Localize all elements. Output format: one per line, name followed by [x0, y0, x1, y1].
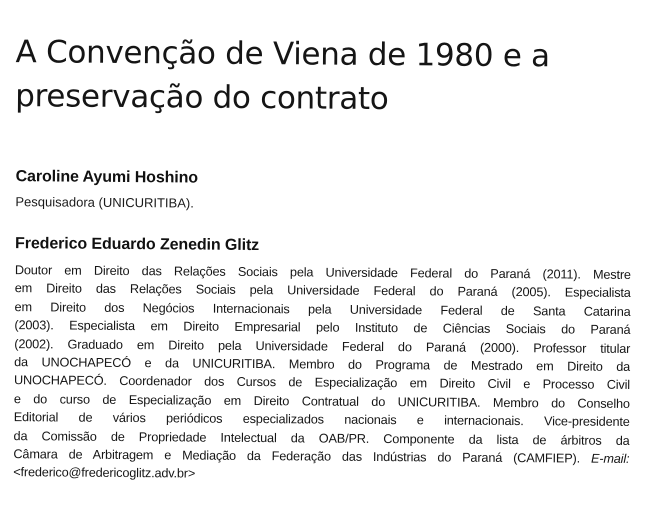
bio-line: Editorial de vários periódicos especializados nacionais e internacionais. Vice-presidente: [13, 410, 630, 430]
bio-line: Doutor em Direito das Relações Sociais pela Universidade Federal do Paraná (2011). Mestre: [14, 263, 631, 282]
bio-line: (2002). Graduado em Direito pela Universidade Federal do Paraná (2000). Professor titular: [14, 336, 631, 356]
bio-line: em Direito das Relações Sociais pela Universidade Federal do Paraná (2005). Especialista: [14, 281, 631, 301]
article-title-line: A Convenção de Viena de 1980 e a: [15, 34, 550, 75]
article-title-line: preservação do contrato: [15, 78, 389, 118]
bio-line: da Comissão de Propriedade Intelectual da OAB/PR. Componente da lista de árbitros da: [13, 428, 630, 448]
bio-line: (2003). Especialista em Direito Empresarial pelo Instituto de Ciências Sociais do Paraná: [14, 318, 631, 338]
author-bio: [13, 261, 631, 487]
author-name: Caroline Ayumi Hoshino: [15, 168, 199, 187]
bio-line: da UNOCHAPECÓ e da UNICURITIBA. Membro do Programa de Mestrado em Direito da: [14, 355, 631, 374]
bio-line-text: Câmara de Arbitragem e Mediação da Federação das Indústrias do Paraná (CAMFIEP).: [13, 447, 581, 466]
author-name: Frederico Eduardo Zenedin Glitz: [15, 235, 260, 255]
author-affiliation: Pesquisadora (UNICURITIBA).: [15, 194, 194, 211]
bio-line: e do curso de Especialização em Direito Contratual do UNICURITIBA. Membro do Conselho: [13, 391, 630, 411]
email-label: E-mail:: [590, 451, 630, 467]
bio-line: em Direito dos Negócios Internacionais pela Universidade Federal de Santa Catarina: [14, 299, 631, 319]
author-email[interactable]: <frederico@fredericoglitz.adv.br>: [13, 465, 196, 482]
article-title: [15, 30, 636, 123]
bio-line: UNOCHAPECÓ. Coordenador dos Cursos de Especialização em Direito Civil e Processo Civil: [13, 373, 631, 393]
